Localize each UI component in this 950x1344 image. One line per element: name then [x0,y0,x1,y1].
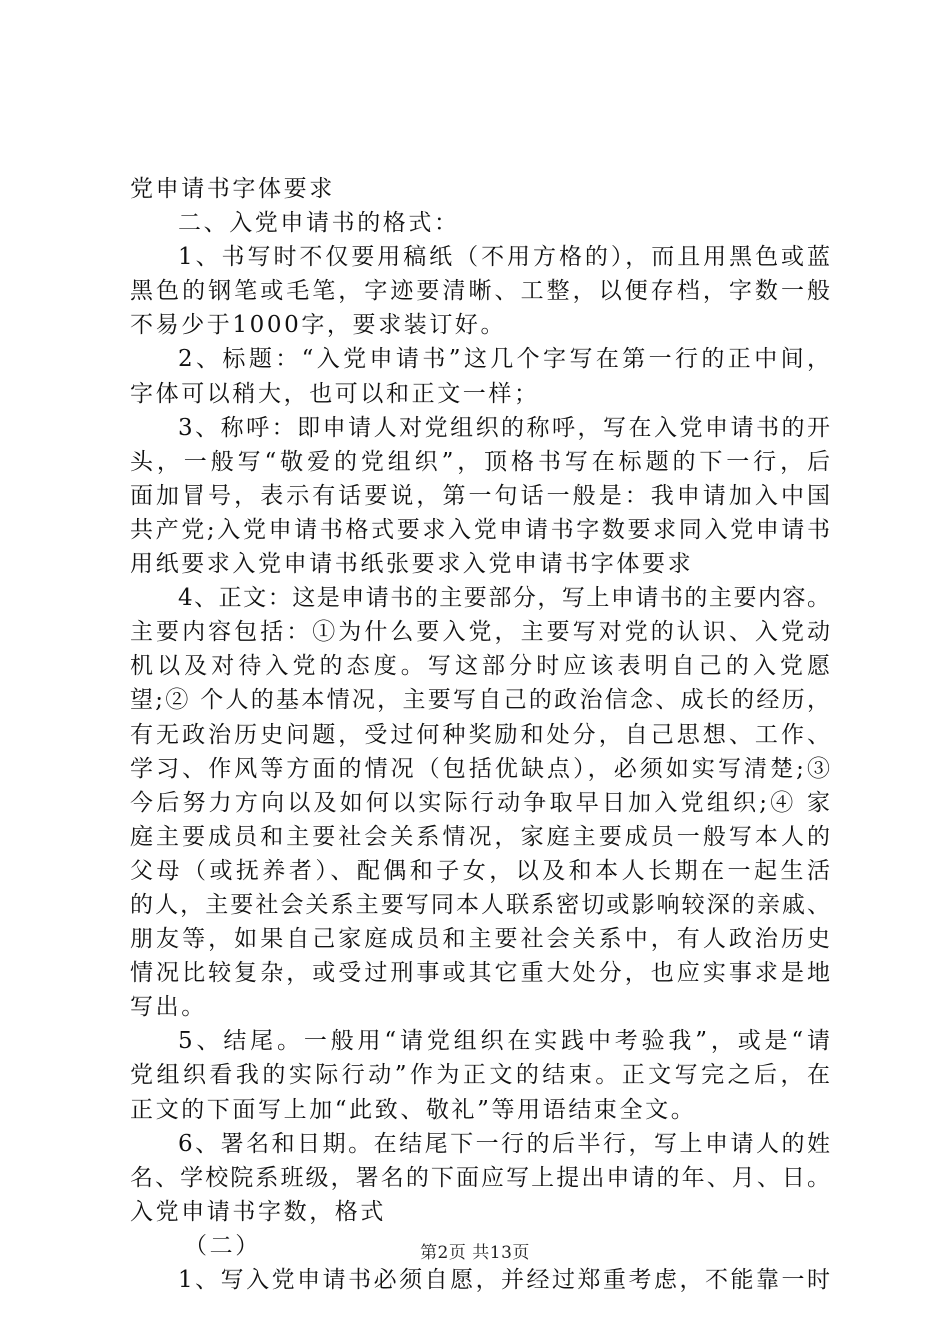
text-line: 有无政治历史问题，受过何种奖励和处分，自己思想、工作、 [130,721,830,748]
text-line: 4、正文：这是申请书的主要部分，写上申请书的主要内容。 [178,585,830,612]
text-line: 5、结尾。一般用“请党组织在实践中考验我”，或是“请 [178,1028,830,1055]
text-line: 1、写入党申请书必须自愿，并经过郑重考虑，不能靠一时 [178,1267,830,1293]
text-line: 名、学校院系班级，署名的下面应写上提出申请的年、月、日。 [130,1164,830,1191]
text-line: 头，一般写“敬爱的党组织”，顶格书写在标题的下一行，后 [130,448,830,475]
text-line: 黑色的钢笔或毛笔，字迹要清晰、工整，以便存档，字数一般 [130,278,830,305]
text-line: 庭主要成员和主要社会关系情况，家庭主要成员一般写本人的 [130,823,830,850]
text-line: 父母（或抚养者）、配偶和子女，以及和本人长期在一起生活 [130,857,830,884]
text-line: 2、标题：“入党申请书”这几个字写在第一行的正中间， [178,346,830,373]
text-line: 主要内容包括：①为什么要入党，主要写对党的认识、入党动 [130,619,830,646]
text-line: 共产党;入党申请书格式要求入党申请书字数要求同入党申请书 [130,516,830,543]
section-subheading: （二） [184,1232,261,1259]
section-heading: 二、入党申请书的格式： [178,210,460,237]
text-line: 入党申请书字数，格式 [130,1198,386,1225]
text-line: 机以及对待入党的态度。写这部分时应该表明自己的入党愿 [130,653,830,680]
page-number-footer: 第2页 共13页 [420,1243,530,1263]
text-line: 情况比较复杂，或受过刑事或其它重大处分，也应实事求是地 [130,960,830,987]
text-line: 用纸要求入党申请书纸张要求入党申请书字体要求 [130,551,694,578]
text-line: 1、书写时不仅要用稿纸（不用方格的），而且用黑色或蓝 [178,244,830,271]
text-line: 写出。 [130,994,207,1021]
document-body [130,172,830,1297]
text-line: 面加冒号，表示有话要说，第一句话一般是：我申请加入中国 [130,482,830,509]
text-line: 今后努力方向以及如何以实际行动争取早日加入党组织;④ 家 [130,789,830,816]
text-line: 3、称呼：即申请人对党组织的称呼，写在入党申请书的开 [178,414,830,441]
text-line: 字体可以稍大，也可以和正文一样； [130,380,540,407]
text-line: 望;② 个人的基本情况，主要写自己的政治信念、成长的经历， [130,687,830,714]
text-line: 的人，主要社会关系主要写同本人联系密切或影响较深的亲戚、 [130,891,830,918]
text-line: 不易少于1000字，要求装订好。 [130,312,507,339]
text-line: 6、署名和日期。在结尾下一行的后半行，写上申请人的姓 [178,1130,830,1157]
text-line: 党组织看我的实际行动”作为正文的结束。正文写完之后，在 [130,1062,830,1089]
text-line: 党申请书字体要求 [130,176,335,202]
text-line: 朋友等，如果自己家庭成员和主要社会关系中，有人政治历史 [130,926,830,953]
text-line: 正文的下面写上加“此致、敬礼”等用语结束全文。 [130,1096,697,1123]
text-line: 学习、作风等方面的情况（包括优缺点），必须如实写清楚;③ [130,755,830,782]
